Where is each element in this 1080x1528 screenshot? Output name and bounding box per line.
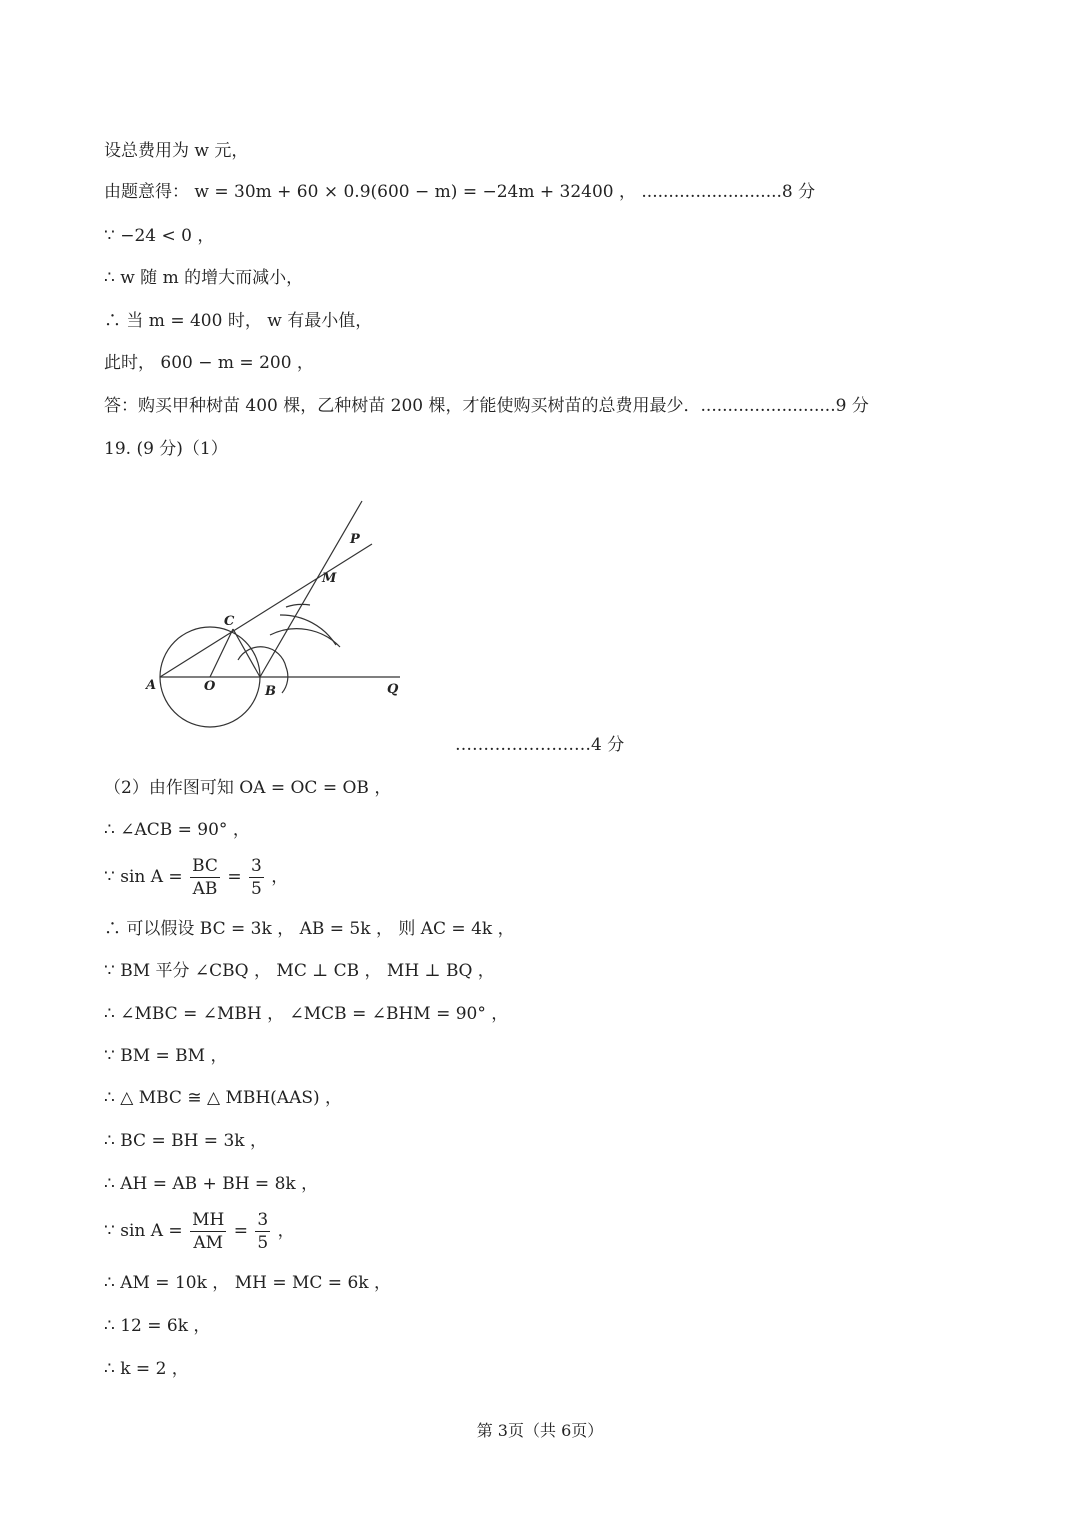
arc-large-1 (270, 629, 340, 647)
arc-small (238, 647, 288, 693)
text-line: ∴ k = 2 ， (104, 1359, 189, 1379)
text-line: 此时， 600 − m = 200 ， (104, 353, 314, 373)
score-marker: ……………………4 分 (455, 735, 625, 755)
label-b: B (265, 684, 276, 699)
question-number: 19. (9 分)（1） (104, 439, 228, 459)
text-line: ∴ △ MBC ≅ △ MBH(AAS) ， (104, 1088, 343, 1108)
text-line: 答：购买甲种树苗 400 棵，乙种树苗 200 棵，才能使购买树苗的总费用最少．.........................9 分 (104, 396, 869, 416)
arc-construct (286, 604, 310, 607)
geometry-figure (140, 495, 420, 735)
label-c: C (224, 614, 235, 629)
text-line: ∵ −24 < 0 ， (104, 226, 215, 246)
segment-cb (233, 629, 260, 677)
sin-equation-1: ∵ sin A = $\frac{BC}{AB}$ = $\frac{3}{5}$ ， (104, 856, 289, 899)
text-line: ∴ BC = BH = 3k ， (104, 1131, 267, 1151)
label-a: A (146, 678, 157, 693)
text-line: ∴ 可以假设 BC = 3k ， AB = 5k ， 则 AC = 4k ， (104, 919, 515, 939)
label-q: Q (387, 682, 399, 697)
page-footer: 第 3页（共 6页） (476, 1421, 604, 1440)
text-line: ∵ BM = BM ， (104, 1046, 228, 1066)
sin-equation-2: ∵ sin A = $\frac{MH}{AM}$ = $\frac{3}{5}$ ， (104, 1210, 295, 1253)
text-line: 设总费用为 w 元， (104, 141, 249, 161)
text-line: 由题意得： w = 30m + 60 × 0.9(600 − m) = −24m + 32400 ， ..........................8 分 (104, 182, 816, 202)
label-o: O (204, 679, 216, 694)
text-line: ∴ 12 = 6k ， (104, 1316, 211, 1336)
text-line: ∴ ∠MBC = ∠MBH ， ∠MCB = ∠BHM = 90° ， (104, 1004, 509, 1024)
text-line: ∴ AH = AB + BH = 8k ， (104, 1174, 319, 1194)
label-m: M (322, 571, 337, 586)
line-ac (160, 544, 372, 677)
text-line: （2）由作图可知 OA = OC = OB ， (104, 778, 392, 798)
text-line: ∴ 当 m = 400 时， w 有最小值， (104, 311, 373, 331)
text-line: ∵ BM 平分 ∠CBQ ， MC ⊥ CB ， MH ⊥ BQ ， (104, 961, 495, 981)
label-p: P (350, 532, 360, 547)
text-line: ∴ ∠ACB = 90° ， (104, 820, 250, 840)
segment-oc (210, 629, 233, 677)
text-line: ∴ w 随 m 的增大而减小， (104, 268, 304, 288)
text-line: ∴ AM = 10k ， MH = MC = 6k ， (104, 1273, 391, 1293)
